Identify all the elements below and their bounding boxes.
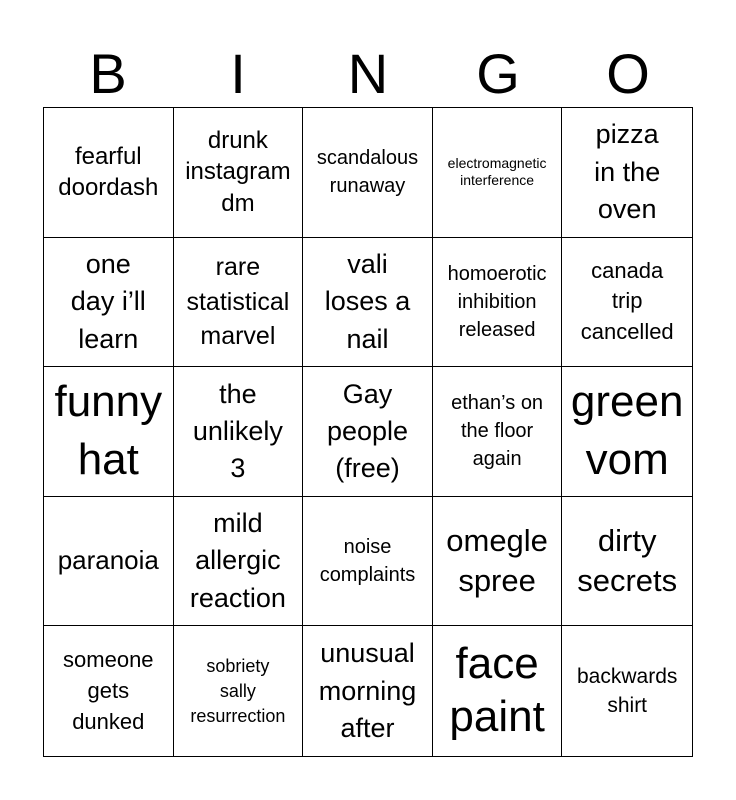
bingo-cell-r3c3[interactable]: [303, 367, 433, 497]
bingo-header: [43, 40, 693, 108]
bingo-cell-text: canada trip cancelled: [580, 257, 674, 345]
bingo-cell-text: omegle spree: [446, 522, 548, 599]
bingo-cell-text: unusual morning after: [318, 638, 417, 743]
bingo-cell-text: green vom: [570, 376, 684, 485]
bingo-cell-text: electromagnetic interference: [447, 155, 547, 189]
bingo-cell-r2c3[interactable]: [303, 238, 433, 368]
bingo-cell-text: paranoia: [57, 545, 159, 576]
bingo-cell-r1c1[interactable]: [44, 108, 174, 238]
bingo-cell-r3c4[interactable]: [433, 367, 563, 497]
bingo-cell-text: Gay people (free): [326, 378, 409, 484]
bingo-cell-text: homoerotic inhibition released: [447, 262, 547, 341]
bingo-cell-r3c2[interactable]: [174, 367, 304, 497]
bingo-cell-r2c5[interactable]: [562, 238, 692, 368]
bingo-cell-r5c5[interactable]: [562, 626, 692, 756]
bingo-cell-r4c3[interactable]: [303, 497, 433, 627]
bingo-cell-r4c1[interactable]: [44, 497, 174, 627]
bingo-cell-r2c1[interactable]: [44, 238, 174, 368]
bingo-cell-text: fearful doordash: [58, 142, 159, 202]
bingo-cell-text: the unlikely 3: [192, 378, 283, 484]
bingo-cell-r5c3[interactable]: [303, 626, 433, 756]
bingo-cell-text: funny hat: [54, 376, 163, 485]
bingo-board: [43, 107, 693, 757]
header-letter-b: B: [89, 42, 127, 105]
bingo-cell-r1c4[interactable]: [433, 108, 563, 238]
bingo-cell-r2c4[interactable]: [433, 238, 563, 368]
bingo-cell-r4c2[interactable]: [174, 497, 304, 627]
header-letter-i: I: [230, 42, 246, 105]
bingo-cell-text: noise complaints: [319, 536, 416, 587]
bingo-cell-text: pizza in the oven: [594, 119, 661, 224]
bingo-cell-text: mild allergic reaction: [189, 508, 286, 613]
bingo-cell-r1c2[interactable]: [174, 108, 304, 238]
bingo-cell-text: ethan’s on the floor again: [451, 392, 544, 471]
bingo-cell-text: rare statistical marvel: [186, 253, 290, 351]
bingo-cell-text: face paint: [449, 639, 545, 742]
bingo-cell-r2c2[interactable]: [174, 238, 304, 368]
header-letter-o: O: [606, 42, 650, 105]
bingo-cell-text: scandalous runaway: [316, 147, 419, 198]
bingo-cell-text: vali loses a nail: [324, 249, 411, 354]
bingo-cell-text: drunk instagram dm: [185, 126, 291, 218]
bingo-cell-r3c5[interactable]: [562, 367, 692, 497]
bingo-cell-text: dirty secrets: [577, 522, 678, 599]
bingo-cell-r1c5[interactable]: [562, 108, 692, 238]
bingo-cell-r3c1[interactable]: [44, 367, 174, 497]
bingo-cell-r4c5[interactable]: [562, 497, 692, 627]
bingo-cell-r5c4[interactable]: [433, 626, 563, 756]
bingo-cell-r4c4[interactable]: [433, 497, 563, 627]
bingo-cell-r5c1[interactable]: [44, 626, 174, 756]
header-letter-g: G: [476, 42, 520, 105]
bingo-cell-r5c2[interactable]: [174, 626, 304, 756]
bingo-cell-text: backwards shirt: [577, 664, 678, 718]
header-letter-n: N: [347, 42, 389, 105]
bingo-cell-r1c3[interactable]: [303, 108, 433, 238]
bingo-cell-text: someone gets dunked: [63, 647, 154, 734]
bingo-cell-text: sobriety sally resurrection: [190, 655, 286, 726]
bingo-cell-text: one day i’ll learn: [70, 249, 146, 354]
